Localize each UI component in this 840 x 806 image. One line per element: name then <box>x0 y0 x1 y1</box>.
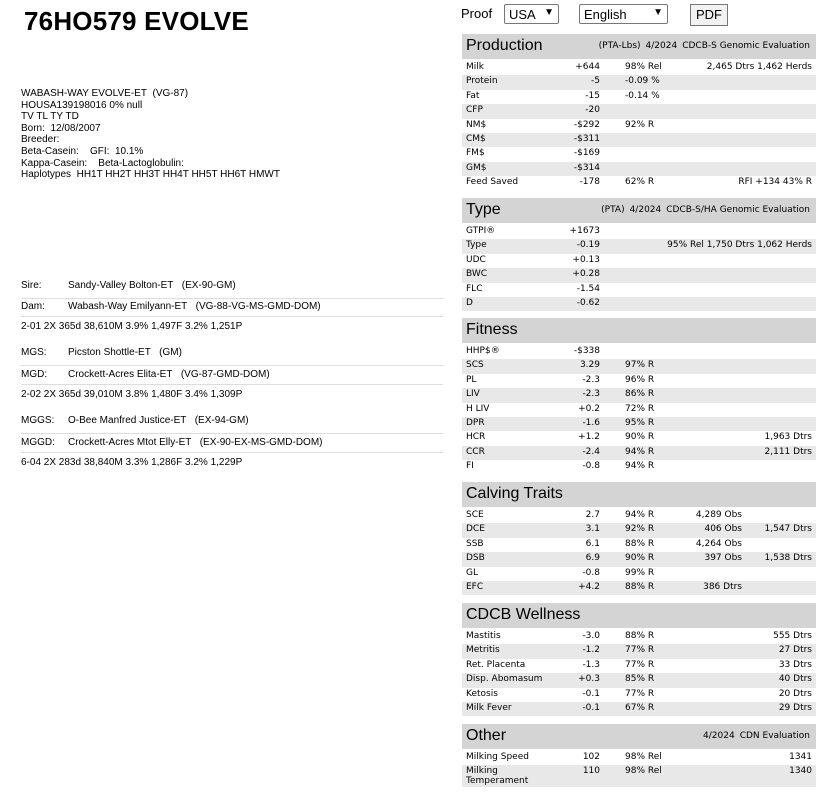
trait-value: 102 <box>582 752 600 762</box>
mggs-label: MGGS: <box>21 415 55 426</box>
trait-name: SCS <box>466 360 484 371</box>
trait-value: 3.29 <box>579 360 600 371</box>
trait-row <box>462 431 816 445</box>
trait-daughters: 20 Dtrs <box>778 688 812 699</box>
sire-class: (EX-90-GM) <box>181 280 236 291</box>
trait-name: HCR <box>466 432 486 443</box>
trait-value: -0.1 <box>582 702 600 713</box>
trait-value: -2.4 <box>582 446 600 457</box>
trait-daughters: 95% Rel 1,750 Dtrs 1,062 Herds <box>667 240 812 251</box>
trait-observations: 4,289 Obs <box>695 510 742 520</box>
gfi-value: 10.1% <box>114 145 144 157</box>
trait-value: 3.1 <box>585 524 600 535</box>
trait-value: -0.19 <box>576 240 600 251</box>
trait-row <box>462 283 816 297</box>
trait-reliability: -0.14 % <box>625 90 660 101</box>
trait-row <box>462 630 816 644</box>
trait-reliability: 94% R <box>625 446 655 457</box>
section-header <box>462 724 816 749</box>
trait-value: -0.1 <box>582 688 600 699</box>
trait-name: Disp. Abomasum <box>466 674 543 685</box>
trait-value: +0.28 <box>572 269 600 280</box>
type-section <box>462 198 816 311</box>
trait-name: EFC <box>466 581 484 592</box>
trait-name: Ret. Placenta <box>466 659 526 670</box>
divider <box>21 298 443 299</box>
trait-name: D <box>466 297 473 308</box>
breeder-label: Breeder: <box>21 134 60 146</box>
trait-row <box>462 659 816 673</box>
section-header <box>462 482 816 507</box>
beta-lactoglobulin-label: Beta-Lactoglobulin: <box>98 157 184 169</box>
wellness-section <box>462 603 816 716</box>
other-section <box>462 724 816 787</box>
trait-value: -3.0 <box>582 631 600 641</box>
trait-reliability: 98% Rel <box>625 62 662 72</box>
trait-reliability: 88% R <box>625 538 655 549</box>
trait-reliability: 95% R <box>625 417 655 428</box>
trait-value: -1.3 <box>582 659 600 670</box>
mgs-label: MGS: <box>21 347 47 358</box>
born-date: 12/08/2007 <box>50 122 101 134</box>
trait-daughters: 27 Dtrs <box>778 645 812 656</box>
trait-name: H LIV <box>466 403 490 414</box>
trait-reliability: 92% R <box>625 524 655 535</box>
trait-value: +4.2 <box>578 581 600 592</box>
trait-row <box>462 581 816 595</box>
section-title: Calving Traits <box>466 485 563 502</box>
trait-reliability: 67% R <box>625 702 655 713</box>
section-title: Fitness <box>466 321 518 338</box>
trait-reliability: 94% R <box>625 510 655 520</box>
trait-value: -178 <box>579 177 600 188</box>
mgd-record: 2-02 2X 365d 39,010M 3.8% 1,480F 3.4% 1,309P <box>21 389 243 400</box>
trait-row <box>462 104 816 118</box>
sire-name: Sandy-Valley Bolton-ET <box>68 280 174 291</box>
divider <box>21 316 443 317</box>
trait-value: -0.8 <box>582 567 600 578</box>
dam-class: (VG-88-VG-MS-GMD-DOM) <box>195 301 321 312</box>
trait-reliability: 86% R <box>625 389 655 400</box>
divider <box>21 384 443 385</box>
section-eval-info: (PTA) 4/2024 CDCB-S/HA Genomic Evaluation <box>601 205 810 215</box>
production-rows <box>462 61 816 191</box>
trait-row <box>462 567 816 581</box>
section-eval-info: 4/2024 CDN Evaluation <box>703 731 810 741</box>
trait-name: Mastitis <box>466 631 501 641</box>
trait-value: -$314 <box>573 162 600 173</box>
trait-name: Milk Fever <box>466 702 512 713</box>
trait-name: Milk <box>466 62 484 72</box>
trait-row <box>462 225 816 239</box>
fitness-section <box>462 318 816 475</box>
trait-row <box>462 388 816 402</box>
animal-classification: (VG-87) <box>152 88 189 99</box>
trait-name: NM$ <box>466 119 487 130</box>
trait-reliability: 77% R <box>625 688 655 699</box>
trait-name: Ketosis <box>466 688 498 699</box>
trait-row <box>462 374 816 388</box>
trait-row <box>462 538 816 552</box>
trait-reliability: 97% R <box>625 360 655 371</box>
trait-reliability: 62% R <box>625 177 655 188</box>
sire-label: Sire: <box>21 280 42 291</box>
trait-row <box>462 552 816 566</box>
trait-reliability: -0.09 % <box>625 76 660 87</box>
trait-name: GL <box>466 567 478 578</box>
trait-name: DCE <box>466 524 485 535</box>
trait-row <box>462 673 816 687</box>
trait-reliability: 99% R <box>625 567 655 578</box>
country-select-value: USA <box>509 7 536 22</box>
trait-row <box>462 176 816 190</box>
mgs-class: (GM) <box>159 347 182 358</box>
trait-daughters: 29 Dtrs <box>778 702 812 713</box>
proof-label: Proof <box>461 6 493 21</box>
trait-row <box>462 688 816 702</box>
trait-value: 110 <box>582 766 600 777</box>
trait-observations: 397 Obs <box>704 553 742 564</box>
trait-row <box>462 254 816 268</box>
haplotypes-value: HH1T HH2T HH3T HH4T HH5T HH6T HMWT <box>76 169 280 181</box>
trait-value: -$311 <box>573 133 600 144</box>
trait-value: -$292 <box>573 119 600 130</box>
trait-row <box>462 61 816 75</box>
trait-name: CM$ <box>466 133 486 144</box>
trait-reliability: 72% R <box>625 403 655 414</box>
trait-value: -0.62 <box>576 297 600 308</box>
trait-row <box>462 460 816 474</box>
trait-row <box>462 509 816 523</box>
dam-name: Wabash-Way Emilyann-ET <box>68 301 188 312</box>
trait-name: GM$ <box>466 162 487 173</box>
trait-value: +1673 <box>569 226 600 236</box>
section-title: Other <box>466 727 507 744</box>
trait-reliability: 98% Rel <box>625 752 662 762</box>
trait-name: PL <box>466 374 477 385</box>
trait-row <box>462 403 816 417</box>
animal-name: WABASH-WAY EVOLVE-ET <box>21 88 147 99</box>
trait-reliability: 77% R <box>625 645 655 656</box>
trait-value: +644 <box>575 62 600 72</box>
trait-daughters: RFI +134 43% R <box>738 177 812 188</box>
section-header <box>462 34 816 59</box>
trait-value: -1.2 <box>582 645 600 656</box>
trait-row <box>462 133 816 147</box>
divider <box>21 452 443 453</box>
mgd-class: (VG-87-GMD-DOM) <box>180 369 270 380</box>
trait-row <box>462 119 816 133</box>
trait-name: CCR <box>466 446 485 457</box>
mggs-name: O-Bee Manfred Justice-ET <box>68 415 187 426</box>
mggd-record: 6-04 2X 283d 38,840M 3.3% 1,286F 3.2% 1,229P <box>21 457 243 468</box>
page-title: 76HO579 EVOLVE <box>24 6 249 36</box>
section-header <box>462 603 816 628</box>
trait-reliability: 94% R <box>625 461 655 472</box>
trait-value: -0.8 <box>582 461 600 472</box>
dam-record: 2-01 2X 365d 38,610M 3.9% 1,497F 3.2% 1,251P <box>21 321 243 332</box>
divider <box>21 433 443 434</box>
trait-name: CFP <box>466 105 483 116</box>
trait-reliability: 96% R <box>625 374 655 385</box>
trait-row <box>462 75 816 89</box>
trait-name: FI <box>466 461 474 472</box>
trait-reliability: 88% R <box>625 581 655 592</box>
section-header <box>462 318 816 343</box>
trait-name: Type <box>466 240 487 251</box>
trait-value: 2.7 <box>585 510 600 520</box>
section-title: CDCB Wellness <box>466 606 581 623</box>
trait-row <box>462 751 816 765</box>
trait-row <box>462 162 816 176</box>
trait-daughters: 40 Dtrs <box>778 674 812 685</box>
country-select[interactable] <box>504 4 559 24</box>
registration: HOUSA139198016 0% null <box>21 99 143 111</box>
pdf-button[interactable]: PDF <box>690 4 728 26</box>
trait-name: DPR <box>466 417 485 428</box>
trait-daughters: 1,547 Dtrs <box>764 524 812 535</box>
trait-name: FLC <box>466 283 483 294</box>
trait-daughters: 1340 <box>789 766 812 777</box>
trait-name: FM$ <box>466 148 485 159</box>
trait-name: SSB <box>466 538 484 549</box>
trait-row <box>462 446 816 460</box>
beta-casein-label: Beta-Casein: <box>21 145 79 157</box>
trait-value: 6.9 <box>585 553 600 564</box>
trait-row <box>462 345 816 359</box>
gfi-label: GFI: <box>89 145 110 157</box>
section-header <box>462 198 816 223</box>
trait-value: -5 <box>591 76 600 87</box>
trait-value: -1.6 <box>582 417 600 428</box>
mgd-label: MGD: <box>21 369 48 380</box>
trait-row <box>462 523 816 537</box>
trait-value: -20 <box>585 105 600 116</box>
trait-daughters: 1341 <box>789 752 812 762</box>
trait-name: Protein <box>466 76 498 87</box>
trait-name: SCE <box>466 510 484 520</box>
trait-name: Milking Temperament <box>466 766 529 787</box>
trait-row <box>462 297 816 311</box>
trait-name: GTPI® <box>466 226 496 236</box>
trait-daughters: 33 Dtrs <box>778 659 812 670</box>
trait-name: Milking Speed <box>466 752 529 762</box>
trait-daughters: 2,465 Dtrs 1,462 Herds <box>706 62 812 72</box>
trait-name: Metritis <box>466 645 500 656</box>
mggd-name: Crockett-Acres Mtot Elly-ET <box>68 437 192 448</box>
trait-row <box>462 765 816 787</box>
type-rows <box>462 225 816 311</box>
trait-observations: 406 Obs <box>704 524 742 535</box>
trait-name: LIV <box>466 389 480 400</box>
trait-value: 6.1 <box>585 538 600 549</box>
language-select[interactable] <box>579 4 668 24</box>
trait-reliability: 92% R <box>625 119 655 130</box>
trait-name: BWC <box>466 269 488 280</box>
chevron-down-icon: ▼ <box>544 7 554 18</box>
calving-section <box>462 482 816 595</box>
trait-daughters: 1,963 Dtrs <box>764 432 812 443</box>
trait-row <box>462 359 816 373</box>
trait-name: UDC <box>466 254 486 265</box>
mgd-name: Crockett-Acres Elita-ET <box>68 369 173 380</box>
trait-row <box>462 147 816 161</box>
mggs-class: (EX-94-GM) <box>194 415 249 426</box>
chevron-down-icon: ▼ <box>653 7 663 18</box>
trait-reliability: 85% R <box>625 674 655 685</box>
mggd-label: MGGD: <box>21 437 55 448</box>
trait-reliability: 98% Rel <box>625 766 662 777</box>
fitness-rows <box>462 345 816 475</box>
divider <box>21 365 443 366</box>
trait-row <box>462 90 816 104</box>
trait-row <box>462 239 816 253</box>
dam-label: Dam: <box>21 301 45 312</box>
trait-name: Feed Saved <box>466 177 519 188</box>
animal-info <box>21 88 280 181</box>
calving-rows <box>462 509 816 595</box>
trait-row <box>462 702 816 716</box>
recessive-codes: TV TL TY TD <box>21 111 79 123</box>
section-title: Production <box>466 37 543 54</box>
kappa-casein-label: Kappa-Casein: <box>21 157 88 169</box>
section-title: Type <box>466 201 501 218</box>
mgs-name: Picston Shottle-ET <box>68 347 151 358</box>
trait-row <box>462 417 816 431</box>
mggd-class: (EX-90-EX-MS-GMD-DOM) <box>199 437 323 448</box>
trait-value: +1.2 <box>578 432 600 443</box>
language-select-value: English <box>584 7 627 22</box>
trait-observations: 386 Dtrs <box>703 581 742 592</box>
trait-row <box>462 644 816 658</box>
wellness-rows <box>462 630 816 716</box>
trait-name: Fat <box>466 90 480 101</box>
trait-daughters: 1,538 Dtrs <box>764 553 812 564</box>
trait-value: -1.54 <box>576 283 600 294</box>
born-label: Born: <box>21 122 45 134</box>
trait-value: +0.2 <box>578 403 600 414</box>
trait-value: -2.3 <box>582 389 600 400</box>
trait-value: -15 <box>585 90 600 101</box>
trait-reliability: 90% R <box>625 432 655 443</box>
trait-value: +0.13 <box>572 254 600 265</box>
section-eval-info: (PTA-Lbs) 4/2024 CDCB-S Genomic Evaluation <box>598 41 810 51</box>
trait-observations: 4,264 Obs <box>695 538 742 549</box>
trait-row <box>462 268 816 282</box>
production-section <box>462 34 816 191</box>
trait-daughters: 555 Dtrs <box>773 631 812 641</box>
trait-value: -2.3 <box>582 374 600 385</box>
trait-name: HHP$® <box>466 346 500 356</box>
trait-daughters: 2,111 Dtrs <box>764 446 812 457</box>
trait-reliability: 77% R <box>625 659 655 670</box>
haplotypes-label: Haplotypes <box>21 169 72 181</box>
trait-reliability: 88% R <box>625 631 655 641</box>
trait-name: DSB <box>466 553 485 564</box>
trait-value: -$169 <box>573 148 600 159</box>
other-rows <box>462 751 816 787</box>
trait-value: -$338 <box>573 346 600 356</box>
trait-value: +0.3 <box>578 674 600 685</box>
trait-reliability: 90% R <box>625 553 655 564</box>
